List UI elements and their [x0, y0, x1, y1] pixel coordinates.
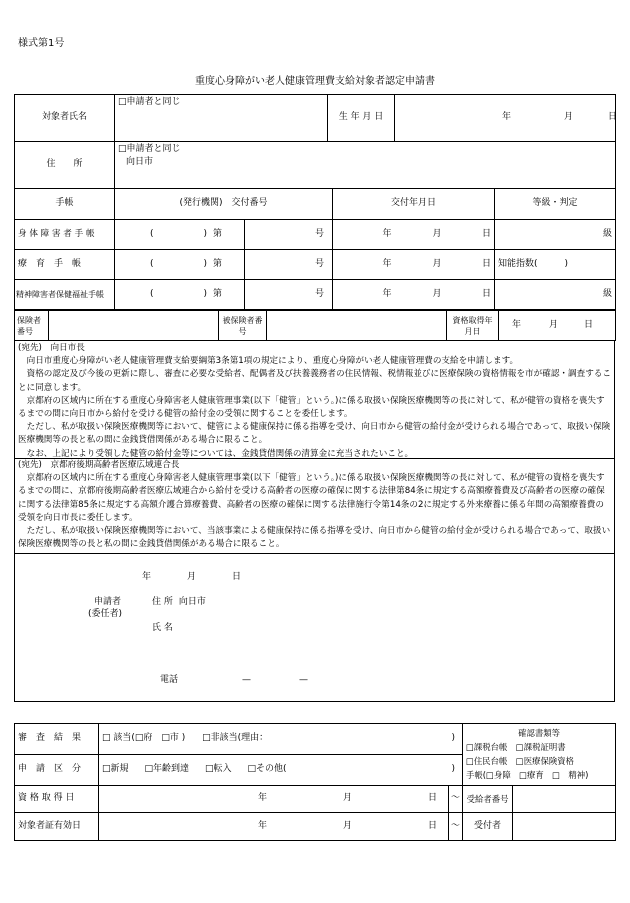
signature-date[interactable]: 年 月 日 [142, 572, 242, 582]
divider [14, 553, 615, 554]
qualification-date-office-field[interactable]: 年 月 日 [99, 786, 449, 813]
dob-field[interactable]: 年 月 日 [395, 95, 616, 142]
consent-section-city: (宛先) 向日市長 向日市重度心身障がい老人健康管理費支給要綱第3条第1項の規定により、重度心身障がい老人健康管理費の支給を申請します。 資格の認定及び今後の更新に際し、審査に必要な受給者、配偶者及び扶養義務者の住民情報、税情報並びに医療保険の資格情報を市が確認・調査することに同意します。 京都府の区域内に所在する重度心身障害老人健康管理事業(以下「健管」という。)に係る取扱い保険医療機関等の長に対して、私が健管の資格を喪失するまでの間に向日市から給付を受ける健管の給付金の受領に関することを委任します。 ただし、私が取扱い保険医療機関等において、健管による健康保持に係る指導を受け、向日市から健管の給付金が受けられる場合であって、取扱い保険医療機関等の長と私の間に金銭貸借関係がある場合に限ること。 なお、上記により受領した健管の給付金等については、金銭貸借関係の清算金に充当されたいこと。 [18, 343, 611, 459]
signature-address[interactable]: 住 所 向日市 [152, 597, 206, 607]
review-result-label: 審 査 結 果 [15, 724, 99, 755]
name-field[interactable] [115, 95, 328, 142]
signature-name-label[interactable]: 氏 名 [152, 623, 173, 633]
qualification-date-label: 資格取得年月日 [447, 311, 499, 341]
frame-left [14, 340, 15, 702]
handbook-table [14, 188, 616, 310]
acceptor-field[interactable] [513, 813, 616, 841]
frame-bottom [14, 701, 615, 702]
review-eligible[interactable]: □ 該当(□府 □市 ) [102, 733, 186, 744]
applicant-label: 申請者 [94, 597, 122, 607]
valid-date-field[interactable]: 年 月 日 [99, 813, 449, 841]
qualification-date-field[interactable]: 年 月 日 [499, 311, 616, 341]
qualification-date-label-office: 資 格 取 得 日 [15, 786, 99, 813]
application-table [14, 94, 616, 189]
addressee-union: (宛先) 京都府後期高齢者医療広域連合長 [18, 460, 180, 470]
consent-section-union: (宛先) 京都府後期高齢者医療広域連合長 京都府の区域内に所在する重度心身障害老人健康管理事業(以下「健管」という。)に係る取扱い保険医療機関等の長に対して、私が健管の資格を喪失するまでの間に、京都府後期高齢者医療広域連合から給付を受ける高齢者の医療の確保に関する法律第84条に規定する高額療養費及び高齢者の医療の確保に関する法律第85条に規定する高額介護合算療養費、高齢者の医療の確保に関する法律施行令第14条の2に規定する外来療養に係る年間の高額療養費の受領を向日市長に委任します。 ただし、私が取扱い保険医療機関等において、当該事業による健康保持に係る指導を受け、向日市から健管の給付金が受けられる場合であって、取扱い保険医療機関等の長と私の間に金銭貸借関係がある場合に限ること。 [18, 460, 611, 550]
application-type-label: 申 請 区 分 [15, 755, 99, 786]
insured-number-label: 被保険者番号 [219, 311, 267, 341]
docs-title: 確認書類等 [518, 728, 560, 738]
addressee-city: (宛先) 向日市長 [18, 343, 85, 353]
handbook-row-physical: 身 体 障 害 者 手 帳 ( ) 第 号 年 月 日 級 [15, 220, 616, 250]
signature-phone[interactable]: 電話 — — [160, 675, 309, 685]
dob-label: 生 年 月 日 [328, 95, 395, 142]
address-same-checkbox[interactable]: □申請者と同じ [118, 144, 181, 154]
address-label: 住 所 [15, 142, 115, 189]
insurer-number-input[interactable] [49, 311, 219, 341]
delegate-label: (委任者) [88, 609, 123, 619]
name-label: 対象者氏名 [15, 95, 115, 142]
handbook-row-mental: 精神障害者保健福祉手帳 ( ) 第 号 年 月 日 級 [15, 280, 616, 310]
issue-date-header: 交付年月日 [333, 189, 495, 220]
handbook-row-rehab: 療 育 手 帳 ( ) 第 号 年 月 日 知能指数( ) [15, 250, 616, 280]
valid-date-label: 対象者証有効日 [15, 813, 99, 841]
receiver-number-label: 受給者番号 [463, 786, 513, 813]
handbook-header: 手帳 [15, 189, 115, 220]
confirmation-docs[interactable]: 確認書類等 □課税台帳 □課税証明書 □住民台帳 □医療保険資格 手帳(□身障 □療育 □ 精神) [463, 724, 616, 786]
receiver-number-input[interactable] [513, 786, 616, 813]
acceptor-label: 受付者 [463, 813, 513, 841]
same-as-applicant-checkbox[interactable]: □申請者と同じ [118, 97, 181, 107]
address-city: 向日市 [126, 157, 154, 168]
insured-number-input[interactable] [267, 311, 447, 341]
review-result-field[interactable]: □ 該当(□府 □市 ) □非該当(理由： ) [99, 724, 463, 755]
insurer-number-label: 保険者番号 [15, 311, 49, 341]
form-number: 様式第1号 [18, 38, 65, 49]
address-field[interactable] [115, 142, 616, 189]
application-type-field[interactable]: □新規 □年齢到達 □転入 □その他( ) [99, 755, 463, 786]
page-title: 重度心身障がい老人健康管理費支給対象者認定申請書 [195, 76, 435, 87]
grade-header: 等級・判定 [495, 189, 616, 220]
frame-right [614, 340, 615, 702]
office-use-table: 審 査 結 果 □ 該当(□府 □市 ) □非該当(理由： ) 確認書類等 □課税台帳 □課税証明書 □住民台帳 □医療保険資格 手帳(□身障 □療育 □ 精神) 申 請 区 分 □新規 □年齢到達 □転入 □その他( ) 資 格 取 得 日 年 月 日 〜 受給者番号 対象者証有効日 年 月 日 〜 受付者 [14, 723, 616, 841]
issue-number-header: (発行機関) 交付番号 [115, 189, 333, 220]
insurer-table [14, 310, 616, 341]
review-ineligible[interactable]: □非該当(理由： [202, 733, 269, 744]
